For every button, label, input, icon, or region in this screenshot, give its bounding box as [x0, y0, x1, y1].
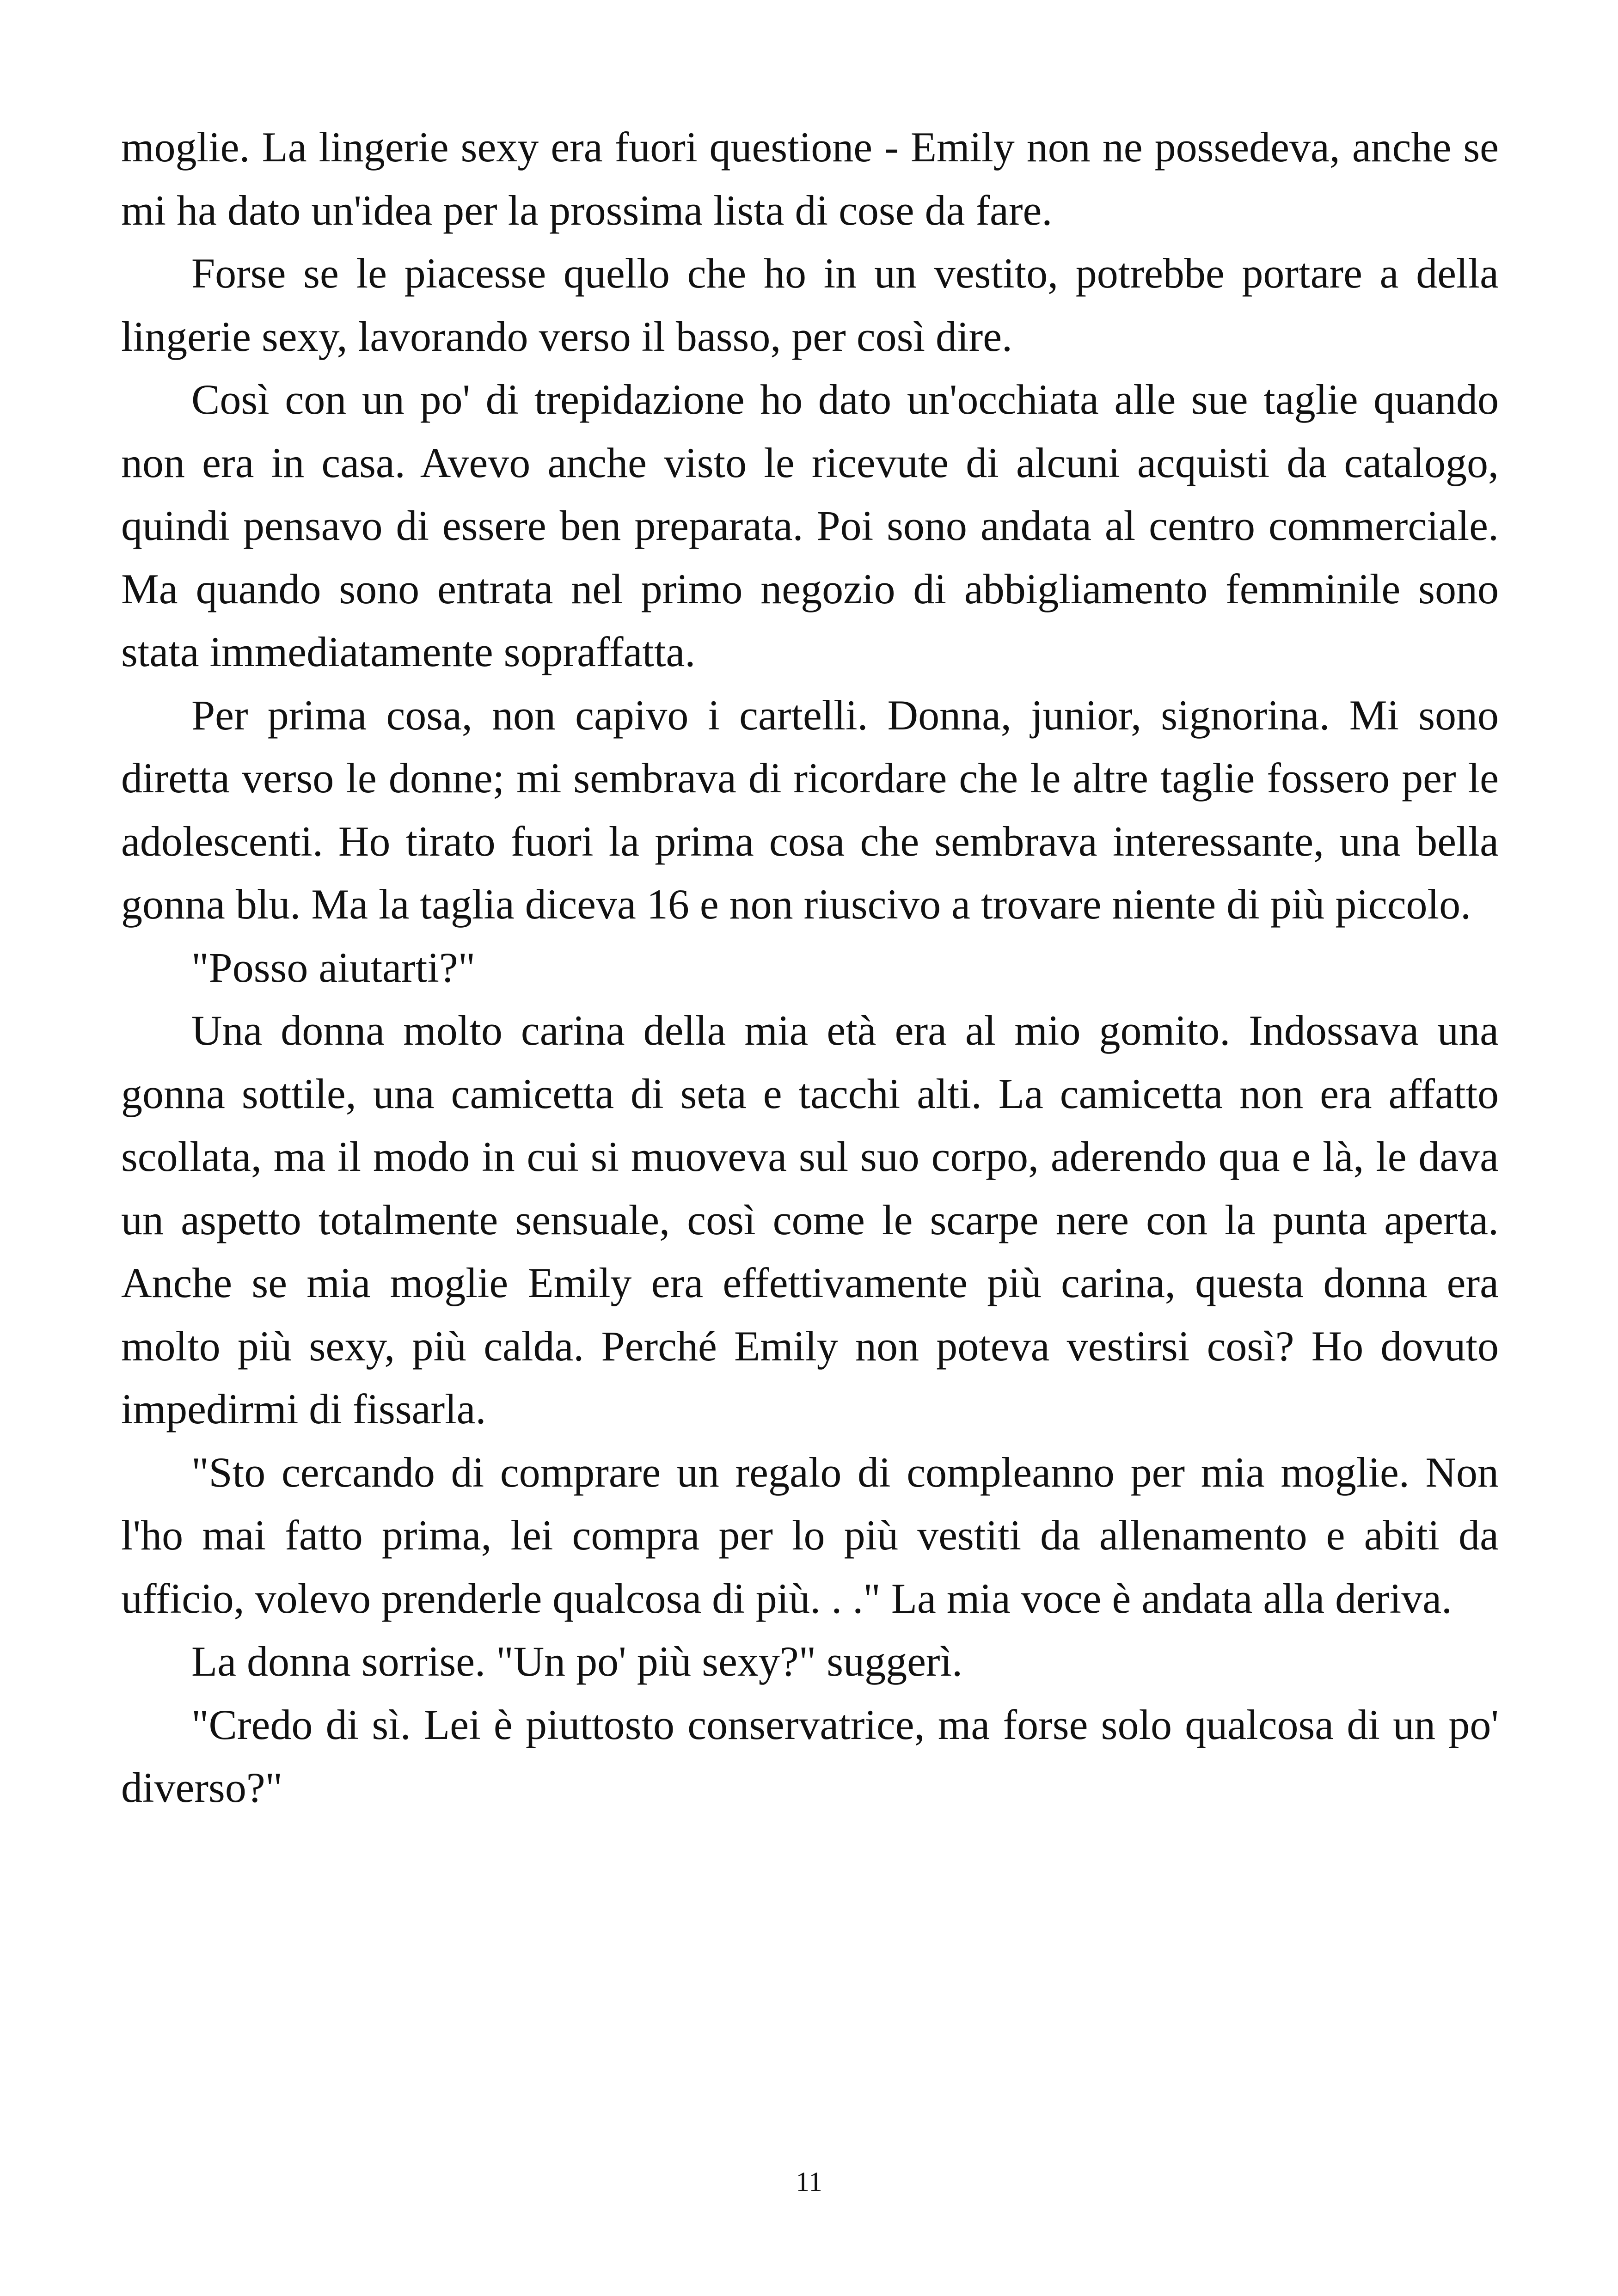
paragraph-4: Per prima cosa, non capivo i cartelli. Donna, junior, signorina. Mi sono diretta verso le donne; mi sembrava di ricordare che le altre taglie fossero per le adolescenti. Ho tirato fuori la prima cosa che sembrava interessante, una bella gonna blu. Ma la taglia diceva 16 e non riuscivo a trovare niente di più piccolo.	[121, 691, 1499, 928]
page-number: 11	[796, 2167, 822, 2197]
paragraph-3: Così con un po' di trepidazione ho dato un'occhiata alle sue taglie quando non era in casa. Avevo anche visto le ricevute di alcuni acquisti da catalogo, quindi pensavo di essere ben preparata. Poi sono andata al centro commerciale. Ma quando sono entrata nel primo negozio di abbigliamento femminile sono stata immediatamente sopraffatta.	[121, 376, 1499, 675]
paragraph-6: Una donna molto carina della mia età era al mio gomito. Indossava una gonna sottile, una camicetta di seta e tacchi alti. La camicetta non era affatto scollata, ma il modo in cui si muoveva sul suo corpo, aderendo qua e là, le dava un aspetto totalmente sensuale, così come le scarpe nere con la punta aperta. Anche se mia moglie Emily era effettivamente più carina, questa donna era molto più sexy, più calda. Perché Emily non poteva vestirsi così? Ho dovuto impedirmi di fissarla.	[121, 1007, 1499, 1433]
paragraph-9: "Credo di sì. Lei è piuttosto conservatrice, ma forse solo qualcosa di un po' diverso?"	[121, 1701, 1499, 1811]
paragraph-2: Forse se le piacesse quello che ho in un vestito, potrebbe portare a della lingerie sexy, lavorando verso il basso, per così dire.	[121, 250, 1499, 360]
paragraph-1: moglie. La lingerie sexy era fuori questione - Emily non ne possedeva, anche se mi ha dato un'idea per la prossima lista di cose da fare.	[121, 123, 1499, 234]
page-body	[121, 116, 1499, 1819]
paragraph-8: La donna sorrise. "Un po' più sexy?" suggerì.	[191, 1638, 963, 1685]
paragraph-7: "Sto cercando di comprare un regalo di compleanno per mia moglie. Non l'ho mai fatto prima, lei compra per lo più vestiti da allenamento e abiti da ufficio, volevo prenderle qualcosa di più. . ." La mia voce è andata alla deriva.	[121, 1448, 1499, 1622]
paragraph-5: "Posso aiutarti?"	[191, 943, 476, 991]
